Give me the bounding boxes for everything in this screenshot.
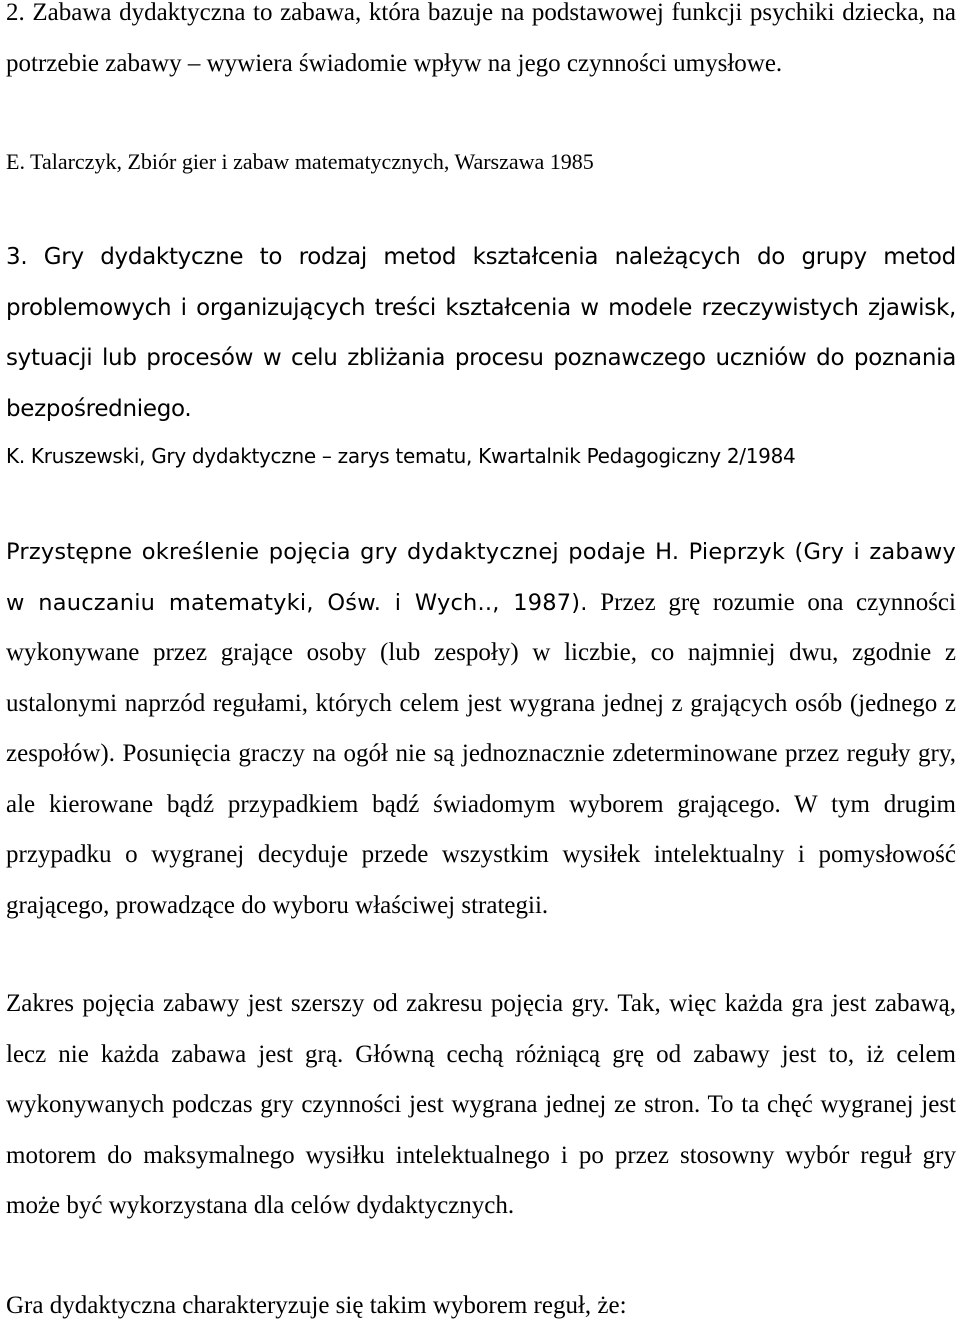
citation-kruszewski: K. Kruszewski, Gry dydaktyczne – zarys tematu, Kwartalnik Pedagogiczny 2/1984 bbox=[6, 444, 796, 468]
paragraph-play-vs-game: Zakres pojęcia zabawy jest szerszy od zakresu pojęcia gry. Tak, więc każda gra jest zabawą, lecz nie każda zabawa jest grą. Główną cechą różniącą grę od zabawy jest to, iż celem wykonywanych podczas gry czynności jest wygrana jednej ze stron. To ta chęć wygranej jest motorem do maksymalnego wysiłku intelektualnego i po przez stosowny wybór reguł gry może być wykorzystana dla celów dydaktycznych. bbox=[6, 990, 956, 1219]
citation-talarczyk: E. Talarczyk, Zbiór gier i zabaw matematycznych, Warszawa 1985 bbox=[6, 149, 594, 174]
definition-item-3: 3. Gry dydaktyczne to rodzaj metod kształcenia należących do grupy metod problemowych i organizujących treści kształcenia w modele rzeczywistych zjawisk, sytuacji lub procesów w celu zbliżania procesu poznawczego uczniów do poznania bezpośredniego. bbox=[6, 244, 956, 422]
paragraph-lead: Przystępne określenie pojęcia gry dydaktycznej podaje H. Pieprzyk (Gry i zabawy w nauczaniu matematyki, Ośw. i Wych.., 1987). bbox=[6, 539, 956, 616]
paragraph-game-rules-intro: Gra dydaktyczna charakteryzuje się takim wyborem reguł, że: bbox=[6, 1292, 627, 1319]
paragraph-pieprzyk-definition bbox=[6, 527, 956, 931]
paragraph-body: Przez grę rozumie ona czynności wykonywane przez grające osoby (lub zespoły) w liczbie, co najmniej dwu, zgodnie z ustalonymi naprzód regułami, których celem jest wygrana jednej z grających osób (jednego z zespołów). Posunięcia graczy na ogół nie są jednoznacznie zdeterminowane przez reguły gry, ale kierowane bądź przypadkiem bądź świadomym wyborem grającego. W tym drugim przypadku o wygranej decyduje przede wszystkim wysiłek intelektualny i pomysłowość grającego, prowadzące do wyboru właściwej strategii. bbox=[6, 588, 956, 919]
definition-item-2: 2. Zabawa dydaktyczna to zabawa, która bazuje na podstawowej funkcji psychiki dziecka, na potrzebie zabawy – wywiera świadomie wpływ na jego czynności umysłowe. bbox=[6, 0, 956, 77]
